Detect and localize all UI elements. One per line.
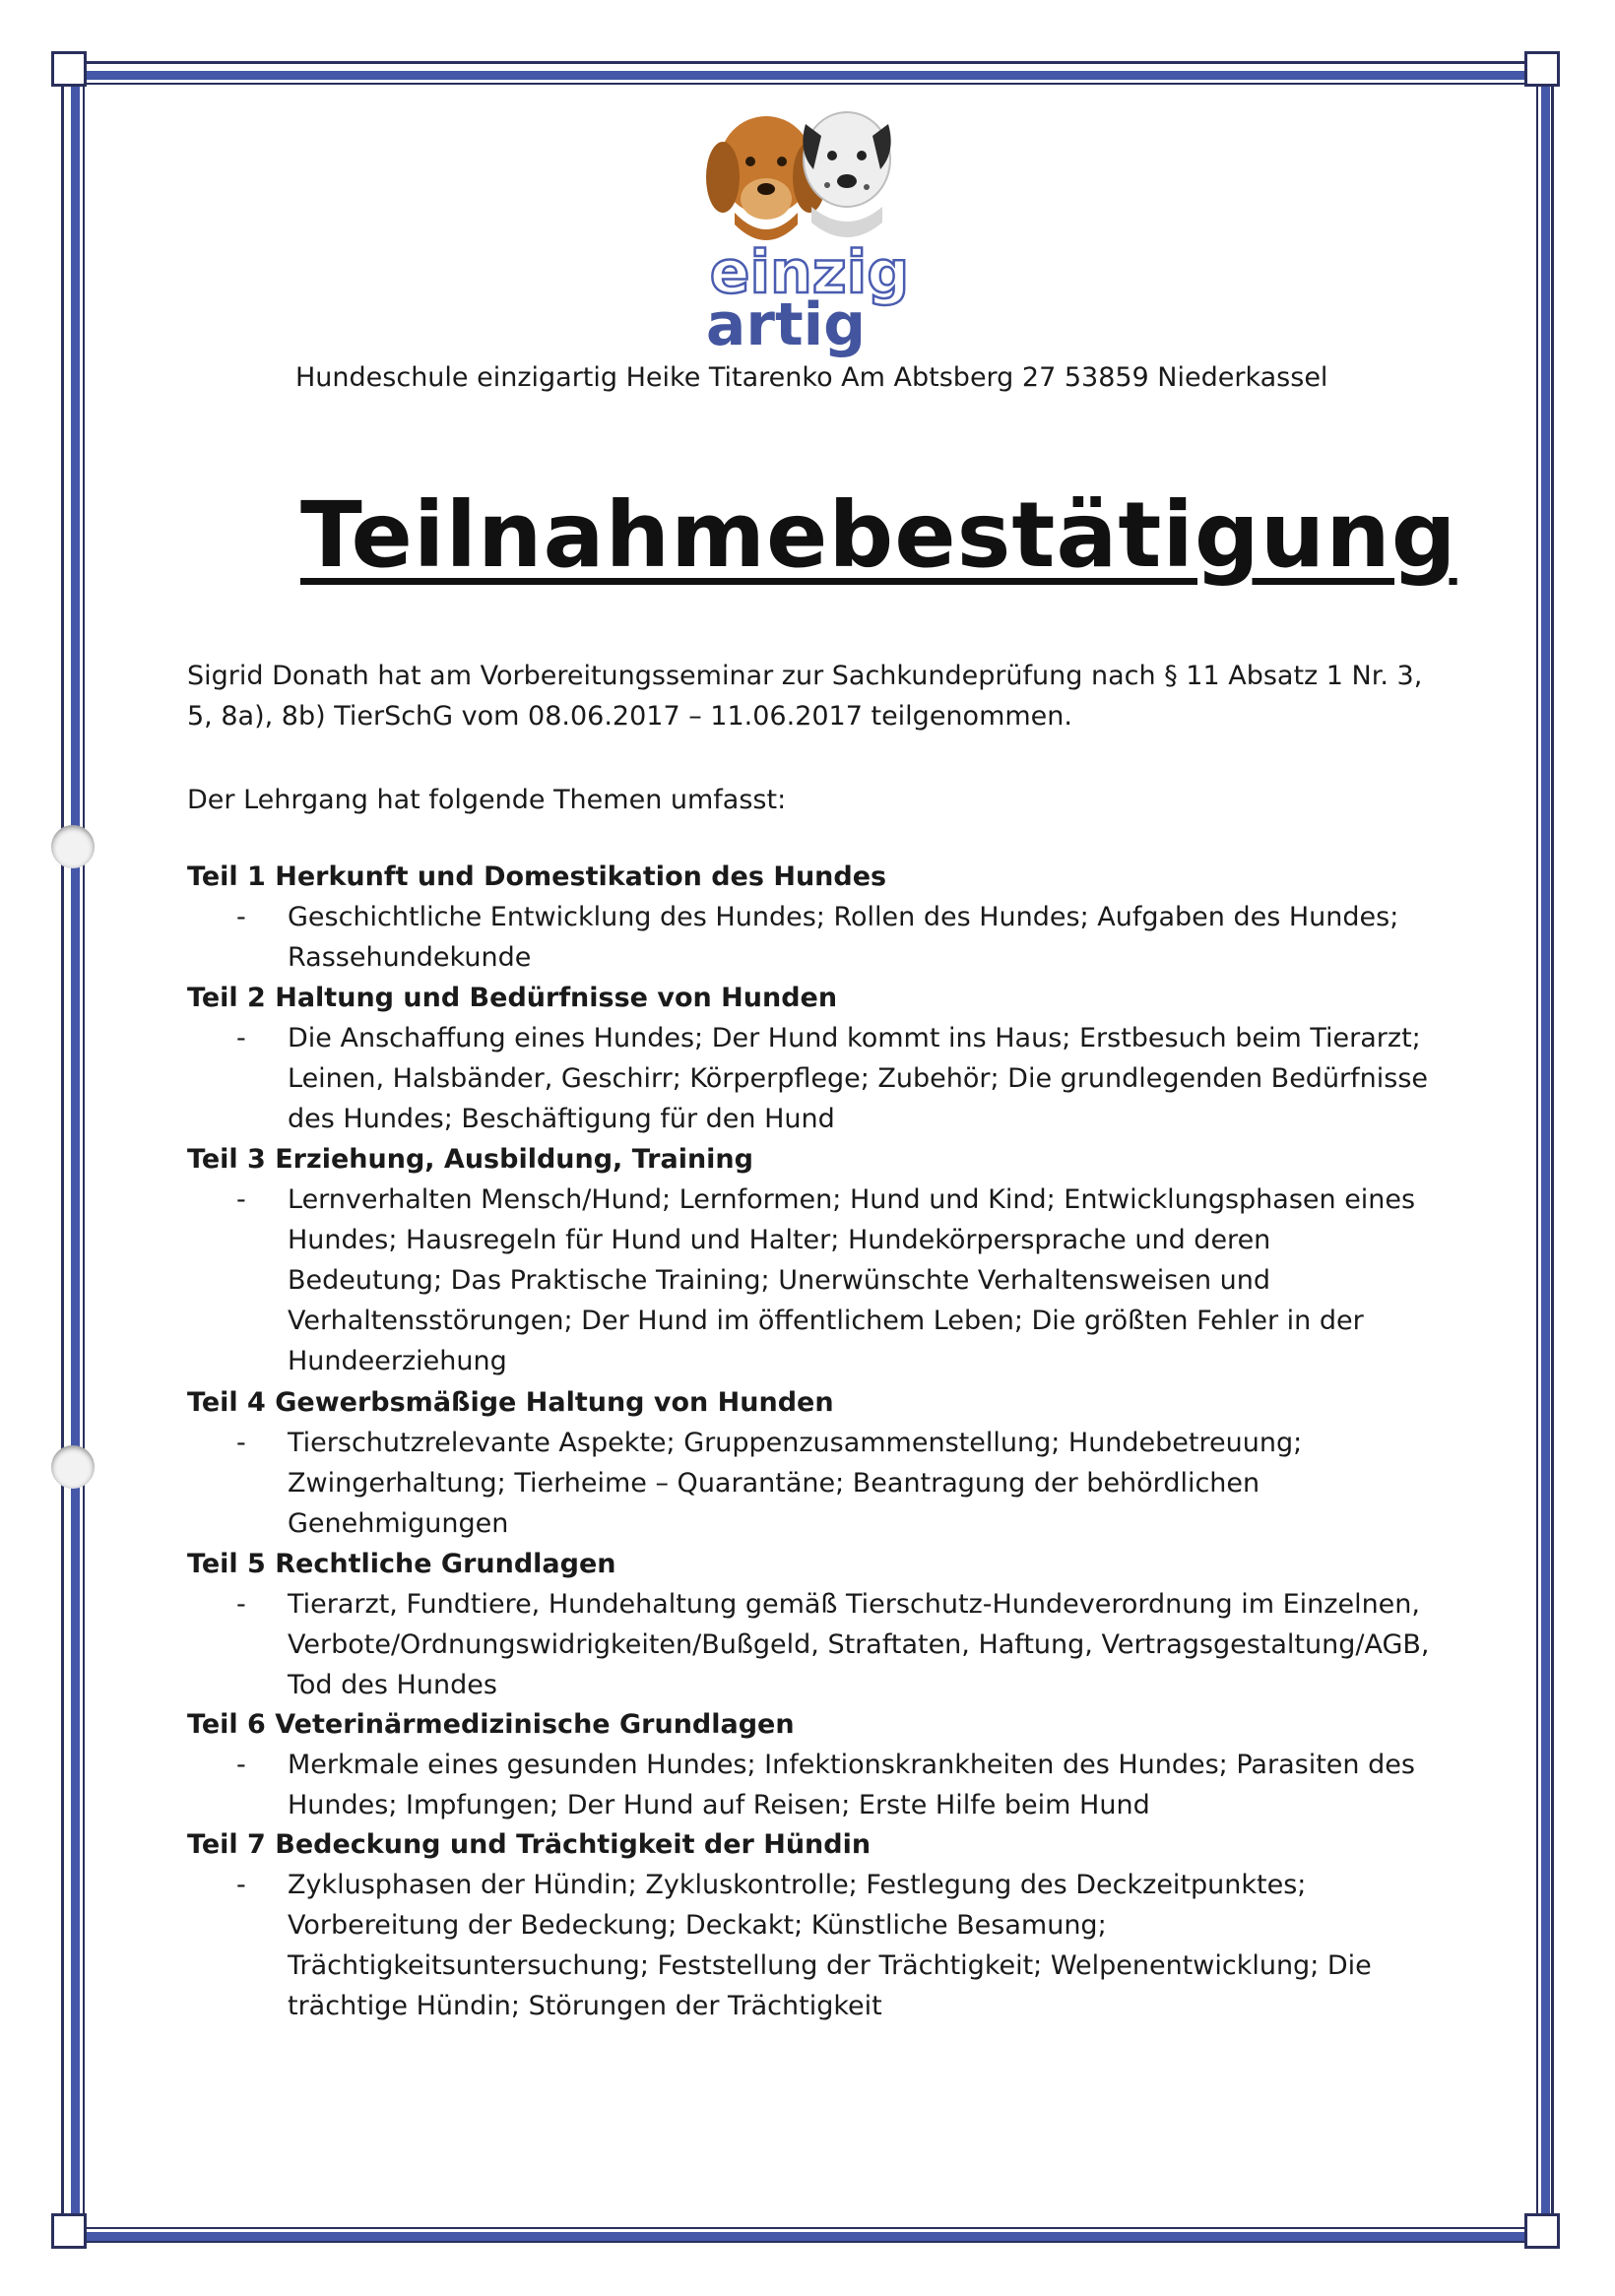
topic-section — [187, 978, 1448, 1139]
bullet-dash: - — [236, 1870, 246, 1900]
topic-section — [187, 1824, 1448, 2026]
topics-lead: Der Lehrgang hat folgende Themen umfasst: — [187, 785, 787, 815]
school-address: Hundeschule einzigartig Heike Titarenko Am Abtsberg 27 53859 Niederkassel — [295, 362, 1328, 393]
list-item — [187, 1745, 1448, 1825]
bullet-dash: - — [236, 1750, 246, 1780]
topic-section — [187, 1382, 1448, 1544]
list-item — [187, 1584, 1448, 1705]
topic-section — [187, 1704, 1448, 1825]
school-logo — [679, 108, 945, 359]
list-item — [187, 897, 1448, 978]
list-item — [187, 1180, 1448, 1381]
section-content: Lernverhalten Mensch/Hund; Lernformen; Hund und Kind; Entwicklungsphasen eines Hundes; Hausregeln für Hund und Halter; Hundekörpersprache und deren Bedeutung; Das Praktische Training; Unerwünschte Verhaltensweisen und Verhaltensstörungen; Der Hund im öffentlichem Leben; Die größten Fehler in der Hundeerziehung — [288, 1184, 1416, 1376]
section-title: Teil 2 Haltung und Bedürfnisse von Hunden — [187, 983, 838, 1013]
frame-corner-ornament — [1524, 2213, 1560, 2249]
punch-hole — [51, 825, 95, 868]
list-item — [187, 1865, 1448, 2026]
participation-statement: Sigrid Donath hat am Vorbereitungsseminar zur Sachkundeprüfung nach § 11 Absatz 1 Nr. 3, 5, 8a), 8b) TierSchG vom 08.06.2017 – 11.06.2017 teilgenommen. — [187, 661, 1423, 732]
frame-corner-ornament — [51, 51, 87, 87]
section-title: Teil 1 Herkunft und Domestikation des Hundes — [187, 861, 887, 892]
section-title: Teil 7 Bedeckung und Trächtigkeit der Hündin — [187, 1829, 872, 1860]
topic-section — [187, 857, 1448, 978]
bullet-dash: - — [236, 1184, 246, 1215]
section-title: Teil 6 Veterinärmedizinische Grundlagen — [187, 1709, 795, 1740]
section-title: Teil 3 Erziehung, Ausbildung, Training — [187, 1144, 753, 1175]
topic-section — [187, 1139, 1448, 1381]
section-content: Zyklusphasen der Hündin; Zykluskontrolle; Festlegung des Deckzeitpunktes; Vorbereitung der Bedeckung; Deckakt; Künstliche Besamung; Trächtigkeitsuntersuchung; Feststellung der Trächtigkeit; Welpenentwicklung; Die trächtige Hündin; Störungen der Trächtigkeit — [288, 1870, 1372, 2021]
bullet-dash: - — [236, 1589, 246, 1620]
document-title: Teilnahmebestätigung — [300, 482, 1457, 588]
section-content: Tierarzt, Fundtiere, Hundehaltung gemäß Tierschutz-Hundeverordnung im Einzelnen, Verbote/Ordnungswidrigkeiten/Bußgeld, Straftaten, Haftung, Vertragsgestaltung/AGB, Tod des Hundes — [288, 1589, 1430, 1700]
bullet-dash: - — [236, 1023, 246, 1053]
list-item — [187, 1018, 1448, 1139]
section-title: Teil 4 Gewerbsmäßige Haltung von Hunden — [187, 1387, 834, 1418]
frame-corner-ornament — [51, 2213, 87, 2249]
section-content: Tierschutzrelevante Aspekte; Gruppenzusammenstellung; Hundebetreuung; Zwingerhaltung; Tierheime – Quarantäne; Beantragung der behördlichen Genehmigungen — [288, 1428, 1303, 1539]
punch-hole — [51, 1445, 95, 1489]
white-dog-icon — [803, 112, 890, 237]
topic-section — [187, 1544, 1448, 1705]
list-item — [187, 1423, 1448, 1544]
frame-corner-ornament — [1524, 51, 1560, 87]
section-content: Merkmale eines gesunden Hundes; Infektionskrankheiten des Hundes; Parasiten des Hundes; Impfungen; Der Hund auf Reisen; Erste Hilfe beim Hund — [288, 1750, 1415, 1820]
bullet-dash: - — [236, 1428, 246, 1458]
section-content: Die Anschaffung eines Hundes; Der Hund kommt ins Haus; Erstbesuch beim Tierarzt; Leinen, Halsbänder, Geschirr; Körperpflege; Zubehör; Die grundlegenden Bedürfnisse des Hundes; Beschäftigung für den Hund — [288, 1023, 1429, 1134]
section-title: Teil 5 Rechtliche Grundlagen — [187, 1549, 616, 1579]
bullet-dash: - — [236, 902, 246, 932]
section-content: Geschichtliche Entwicklung des Hundes; Rollen des Hundes; Aufgaben des Hundes; Rassehundekunde — [288, 902, 1399, 973]
logo-text-artig: artig — [705, 290, 867, 359]
logo-text-einzig: einzig — [709, 238, 910, 307]
